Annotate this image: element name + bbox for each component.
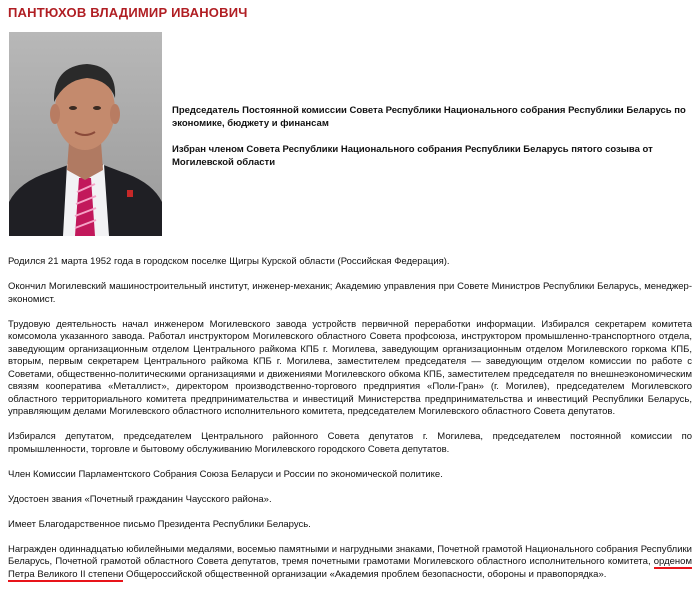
biography <box>8 256 692 594</box>
person-name-heading: ПАНТЮХОВ ВЛАДИМИР ИВАНОВИЧ <box>8 5 248 20</box>
current-position-text: Председатель Постоянной комиссии Совета Республики Национального собрания Республики Беларусь по экономике, бюджету и финансам <box>172 105 686 129</box>
bio-letter: Имеет Благодарственное письмо Президента Республики Беларусь. <box>8 518 311 530</box>
awards-order-highlight: орденом Петра Великого II степени <box>8 556 692 580</box>
portrait-illustration <box>9 32 162 236</box>
bio-education: Окончил Могилевский машиностроительный институт, инженер-механик; Академию управления при Совете Министров Республики Беларусь, менеджер-экономист. <box>8 281 692 305</box>
bio-honorary: Удостоен звания «Почетный гражданин Чаусского района». <box>8 493 272 505</box>
bio-commission: Член Комиссии Парламентского Собрания Союза Беларуси и России по экономической политике. <box>8 468 443 480</box>
elected-text: Избран членом Совета Республики Национального собрания Республики Беларусь пятого созыва от Могилевской области <box>172 144 653 168</box>
bio-birth: Родился 21 марта 1952 года в городском поселке Щигры Курской области (Российская Федерация). <box>8 256 450 267</box>
bio-deputy: Избирался депутатом, председателем Центрального районного Совета депутатов г. Могилева, председателем постоянной комиссии по промышленности, торговле и бытовому обслуживанию Могилевского городского Совета депутатов. <box>8 431 692 455</box>
bio-career: Трудовую деятельность начал инженером Могилевского завода устройств первичной переработки информации. Избирался секретарем комитета комсомола указанного завода. Работал инструктором Могилевского областного Совета профсоюза, инструктором промышленно-транспортного отдела, заведующим организационным отделом Центрального райкома КПБ г. Могилева, заведующим организационным отделом Могилевского горкома КПБ, вторым, первым секретарем Центрального райкома КПБ г. Могилева, заместителем председателя — заведующим отделом комиссии по работе с Советами, общественно-политическими организациями и движениями Могилевского обкома КПБ, заместителем председателя по внешнеэкономическим связям кооператива «Металлист», директором производственно-торгового предприятия «Поли-Гран» (г. Могилев), председателем Могилевского областного территориального комитета предпринимательства и инвестиций Министерства предпринимательства и инвестиций Республики Беларусь, управляющим делами Могилевского областного исполнительного комитета, председателем Могилевского областного Совета депутатов. <box>8 318 692 417</box>
bio-awards <box>8 544 692 582</box>
awards-text-start: Награжден одиннадцатью юбилейными медалями, восемью памятными и нагрудными знаками, Почетной грамотой Национального собрания Республики Беларусь, Почетной грамотой областного Совета депутатов, тремя почетными грамотами Могилевского областного исполнительного комитета, <box>8 543 692 567</box>
awards-text-end: Общероссийской общественной организации «Академия проблем безопасности, обороны и правопорядка». <box>123 568 607 580</box>
intro-block <box>172 104 692 182</box>
portrait-photo <box>9 32 162 236</box>
